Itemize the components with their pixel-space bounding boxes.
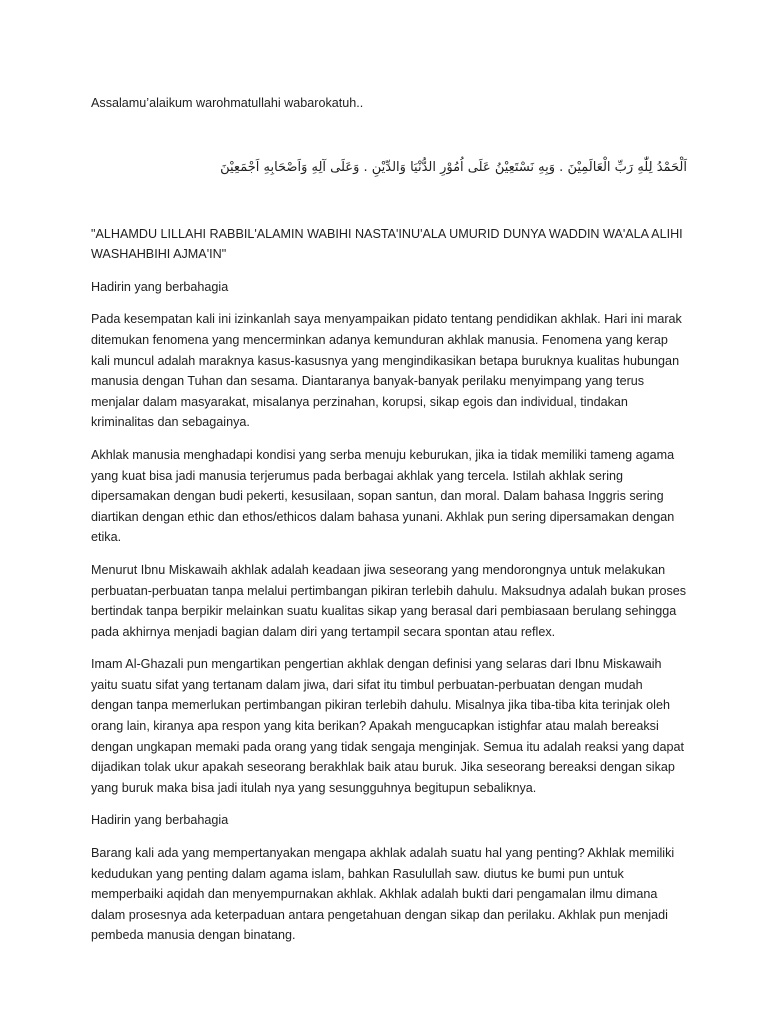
paragraph-intro: Pada kesempatan kali ini izinkanlah saya menyampaikan pidato tentang pendidikan akhlak. Hari ini marak ditemukan fenomena yang mencerminkan adanya kemunduran akhlak manusia. Fenomena yang kerap kali muncul adalah maraknya kasus-kasusnya yang mengindikasikan betapa buruknya kualitas hubungan manusia dengan Tuhan dan sesama. Diantaranya banyak-banyak perilaku menyimpang yang terus menjalar dalam masyarakat, misalanya perzinahan, korupsi, sikap egois dan individual, tindakan kriminalitas dan sebagainya. [91,312,682,430]
arabic-opening-line: اَلْحَمْدُ لِلّٰهِ رَبِّ الْعَالَمِيْنَ . وَبِهِ نَسْتَعِيْنُ عَلَى اُمُوْرِ الدُّنْيَا وَالدِّيْنِ . وَعَلَى آلِهِ وَاَصْحَابِهِ اَجْمَعِيْنَ [220,159,687,175]
paragraph-ibnu-miskawaih: Menurut Ibnu Miskawaih akhlak adalah keadaan jiwa seseorang yang mendorongnya untuk melakukan perbuatan-perbuatan tanpa melalui pertimbangan pikiran terlebih dahulu. Maksudnya adalah bukan proses bertindak tanpa berpikir melainkan suatu kualitas sikap yang berasal dari pembiasaan berulang sehingga pada akhirnya menjadi bagian dalam diri yang tertampil secara spontan atau reflex. [91,562,687,639]
paragraph-importance-of-akhlak: Barang kali ada yang mempertanyakan mengapa akhlak adalah suatu hal yang penting? Akhlak memiliki kedudukan yang penting dalam agama islam, bahkan Rasulullah saw. diutus ke bumi pun untuk memperbaiki aqidah dan menyempurnakan akhlak. Akhlak adalah bukti dari pengamalan ilmu dimana dalam prosesnya ada keterpaduan antara pengetahuan dengan sikap dan perilaku. Akhlak pun menjadi pembeda manusia dengan binatang. [91,846,675,943]
audience-greeting-heading-2: Hadirin yang berbahagia [91,813,229,828]
paragraph-akhlak-definition: Akhlak manusia menghadapi kondisi yang serba menuju keburukan, jika ia tidak memiliki tameng agama yang kuat bisa jadi manusia terjerumus pada berbagai akhlak yang tercela. Istilah akhlak sering dipersamakan dengan budi pekerti, kesusilaan, sopan santun, dan moral. Dalam bahasa Inggris sering diartikan dengan ethic dan ethos/ethicos dalam bahasa yunani. Akhlak pun sering dipersamakan dengan etika. [91,447,675,545]
greeting-line: Assalamu’alaikum warohmatullahi wabarokatuh.. [91,96,364,110]
paragraph-al-ghazali: Imam Al-Ghazali pun mengartikan pengertian akhlak dengan definisi yang selaras dari Ibnu Miskawaih yaitu suatu sifat yang tertanam dalam jiwa, dari sifat itu timbul perbuatan-perbuatan dengan mudah dengan tanpa memerlukan pertimbangan pikiran terlebih dahulu. Misalnya jika tiba-tiba kita terinjak oleh orang lain, kiranya apa respon yang kita berikan? Apakah mengucapkan istighfar atau malah bereaksi dengan ungkapan memaki pada orang yang tidak sengaja menginjak. Semua itu adalah reaksi yang dapat dijadikan tolak ukur apakah seseorang berakhlak baik atau buruk. Jika seseorang bereaksi dengan sikap yang buruk maka bisa jadi itulah nya yang sesungguhnya begitupun sebaliknya. [91,657,685,795]
document-body [91,93,687,946]
transliteration-paragraph: "ALHAMDU LILLAHI RABBIL'ALAMIN WABIHI NASTA'INU'ALA UMURID DUNYA WADDIN WA'ALA ALIHI WASHAHBIHI AJMA'IN" [91,226,683,262]
audience-greeting-heading: Hadirin yang berbahagia [91,279,229,294]
